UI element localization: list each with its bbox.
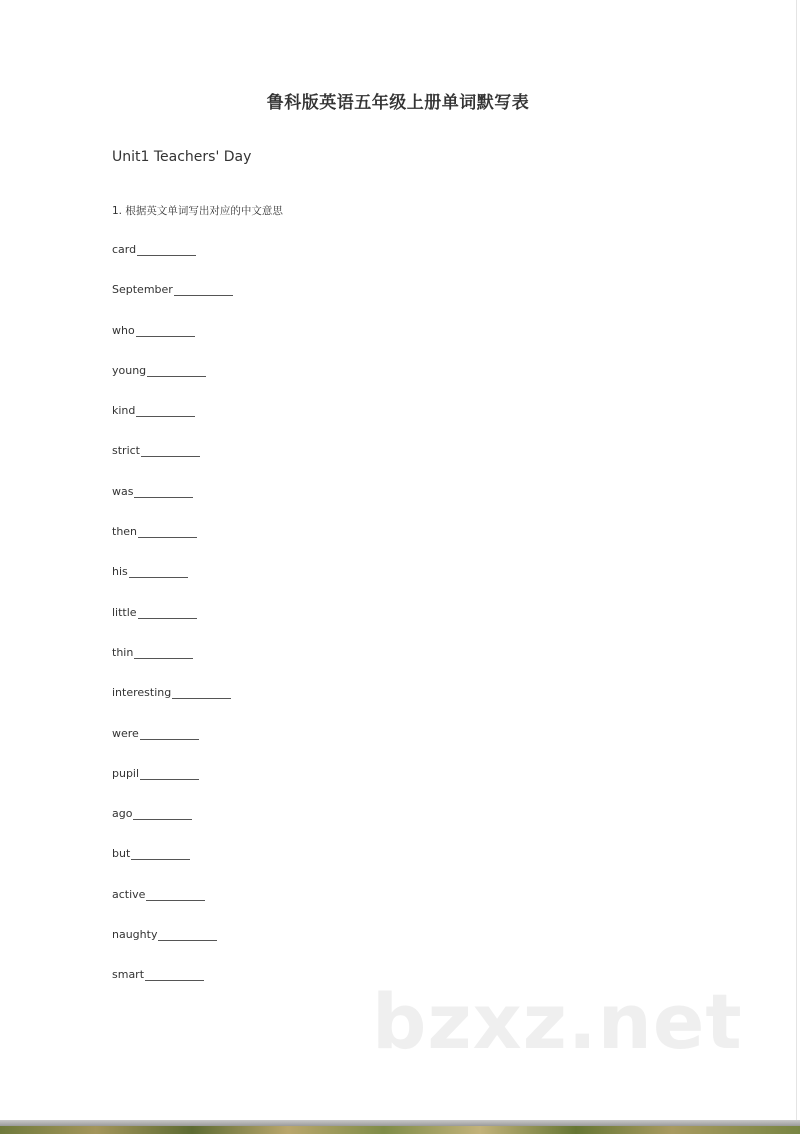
- word-text: pupil: [112, 766, 140, 780]
- answer-blank: [133, 807, 192, 820]
- word-list: [112, 243, 233, 1009]
- word-item: [112, 243, 233, 283]
- answer-blank: [141, 444, 200, 457]
- word-item: [112, 283, 233, 323]
- answer-blank: [147, 364, 206, 377]
- word-text: September: [112, 283, 173, 297]
- unit-title: Unit1 Teachers' Day: [112, 149, 252, 165]
- answer-blank: [131, 847, 190, 860]
- watermark: bzxz.net: [372, 977, 743, 1066]
- answer-blank: [158, 928, 217, 941]
- word-text: little: [112, 605, 137, 619]
- answer-blank: [138, 525, 197, 538]
- word-text: smart: [112, 968, 145, 982]
- word-text: naughty: [112, 928, 158, 942]
- exercise-instruction: 1. 根据英文单词写出对应的中文意思: [112, 205, 283, 217]
- word-text: then: [112, 525, 138, 539]
- answer-blank: [138, 606, 197, 619]
- word-text: card: [112, 243, 137, 256]
- word-item: [112, 686, 233, 726]
- answer-blank: [129, 565, 188, 578]
- answer-blank: [145, 968, 204, 981]
- word-text: were: [112, 726, 139, 740]
- answer-blank: [136, 404, 195, 417]
- word-item: [112, 324, 233, 364]
- word-text: strict: [112, 444, 140, 458]
- answer-blank: [172, 686, 231, 699]
- word-text: young: [112, 363, 147, 377]
- word-item: [112, 968, 233, 1008]
- answer-blank: [140, 727, 199, 740]
- word-text: who: [112, 323, 135, 337]
- word-item: [112, 888, 233, 928]
- word-text: interesting: [112, 686, 172, 700]
- word-text: was: [112, 484, 134, 498]
- word-text: thin: [112, 645, 134, 659]
- word-text: kind: [112, 404, 136, 418]
- word-item: [112, 525, 233, 565]
- word-text: active: [112, 887, 146, 901]
- answer-blank: [136, 324, 195, 337]
- document-title: 鲁科版英语五年级上册单词默写表: [266, 93, 530, 113]
- answer-blank: [137, 243, 196, 256]
- word-item: [112, 404, 233, 444]
- word-item: [112, 928, 233, 968]
- word-item: [112, 807, 233, 847]
- word-item: [112, 364, 233, 404]
- answer-blank: [146, 888, 205, 901]
- answer-blank: [140, 767, 199, 780]
- word-item: [112, 565, 233, 605]
- word-item: [112, 485, 233, 525]
- word-item: [112, 727, 233, 767]
- answer-blank: [134, 646, 193, 659]
- word-item: [112, 606, 233, 646]
- answer-blank: [134, 485, 193, 498]
- word-item: [112, 847, 233, 887]
- word-text: his: [112, 565, 128, 579]
- word-item: [112, 444, 233, 484]
- answer-blank: [174, 283, 233, 296]
- background-strip: [0, 1126, 800, 1134]
- word-item: [112, 646, 233, 686]
- word-text: but: [112, 847, 131, 861]
- word-text: ago: [112, 807, 133, 821]
- word-item: [112, 767, 233, 807]
